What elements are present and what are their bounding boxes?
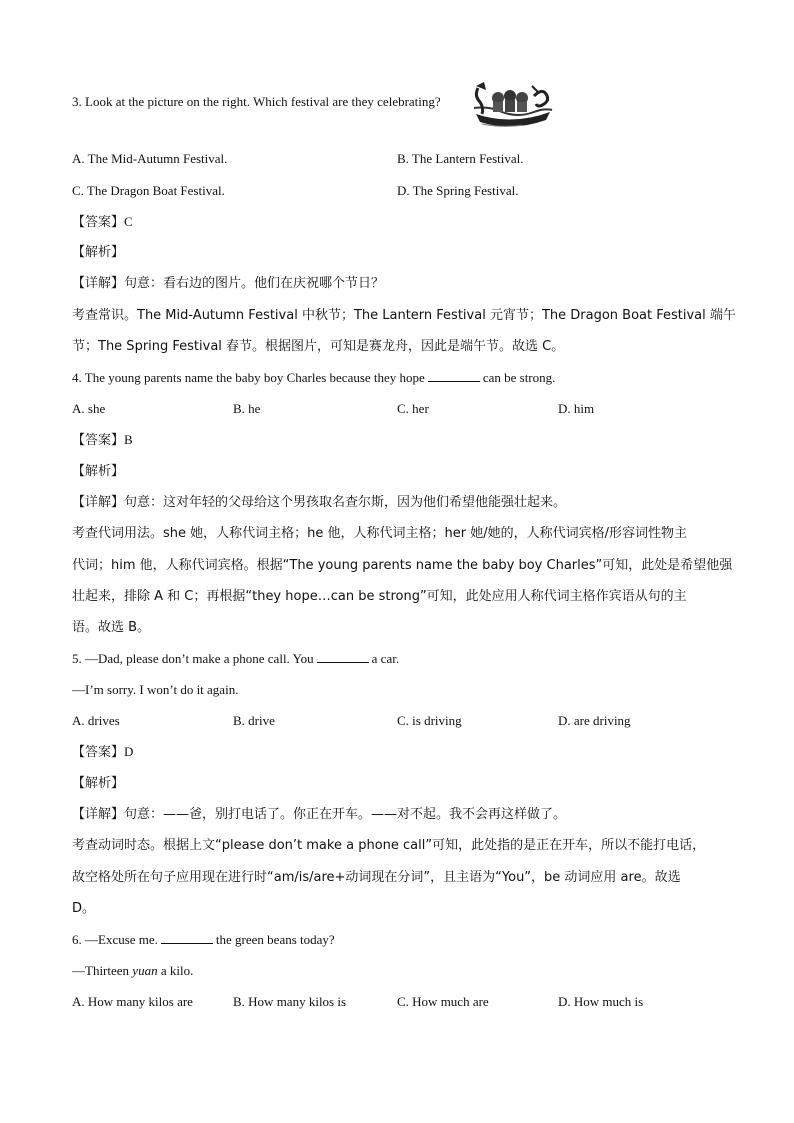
q5-option-d: D. are driving <box>558 713 631 728</box>
q4-detail-line-3: 代词；him 他，人称代词宾格。根据“The young parents name the baby boy Charles”可知，此处是希望他强 <box>72 558 733 573</box>
q4-analysis-tag: 【解析】 <box>72 464 125 479</box>
q6-reply <box>72 961 193 981</box>
q6-stem <box>72 930 335 950</box>
q5-stem <box>72 649 399 669</box>
q5-analysis-tag: 【解析】 <box>72 776 125 791</box>
q3-option-d: D. The Spring Festival. <box>397 183 519 198</box>
q3-answer <box>72 212 133 233</box>
dragon-boat-picture <box>472 78 554 130</box>
q4-option-a: A. she <box>72 401 106 416</box>
q4-detail-line-5: 语。故选 B。 <box>72 620 151 635</box>
q6-option-d: D. How much is <box>558 994 644 1009</box>
answer-tag: 【答案】 <box>72 215 125 230</box>
q5-detail-line-2: 考查动词时态。根据上文“please don’t make a phone call”可知，此处指的是正在开车，所以不能打电话， <box>72 838 706 853</box>
q5-answer <box>72 742 133 763</box>
q5-stem-tail: a car. <box>371 651 400 666</box>
q3-option-b: B. The Lantern Festival. <box>397 151 524 166</box>
q6-reply-tail: a kilo. <box>157 963 194 978</box>
q6-option-c: C. How much are <box>397 994 489 1009</box>
q4-blank <box>428 370 480 382</box>
q3-analysis-tag: 【解析】 <box>72 245 125 260</box>
q6-stem-text: 6. —Excuse me. <box>72 932 158 947</box>
answer-tag: 【答案】 <box>72 745 125 760</box>
answer-value: D <box>124 744 134 759</box>
q4-detail-line-1: 【详解】句意：这对年轻的父母给这个男孩取名查尔斯，因为他们希望他能强壮起来。 <box>72 495 567 510</box>
q4-option-b: B. he <box>233 401 261 416</box>
q4-option-d: D. him <box>558 401 595 416</box>
q4-detail-line-2: 考查代词用法。she 她，人称代词主格；he 他，人称代词主格；her 她/她的，人称代词宾格/形容词性物主 <box>72 526 687 541</box>
q3-detail-line-3: 节；The Spring Festival 春节。根据图片，可知是赛龙舟，因此是端午节。故选 C。 <box>72 339 565 354</box>
q5-detail-line-4: D。 <box>72 901 96 916</box>
q3-option-c: C. The Dragon Boat Festival. <box>72 183 225 198</box>
q5-option-c: C. is driving <box>397 713 462 728</box>
q6-reply-text: —Thirteen <box>72 963 133 978</box>
q5-detail-line-3: 故空格处所在句子应用现在进行时“am/is/are+动词现在分词”，且主语为“You”，be 动词应用 are。故选 <box>72 870 681 885</box>
answer-value: C <box>124 214 133 229</box>
q4-stem-tail: can be strong. <box>482 370 556 385</box>
q6-blank <box>161 932 213 944</box>
q3-stem: 3. Look at the picture on the right. Which festival are they celebrating? <box>72 94 441 109</box>
q6-option-b: B. How many kilos is <box>233 994 347 1009</box>
answer-tag: 【答案】 <box>72 433 125 448</box>
q6-stem-tail: the green beans today? <box>215 932 335 947</box>
q4-stem <box>72 368 555 388</box>
q4-option-c: C. her <box>397 401 429 416</box>
q3-option-a: A. The Mid-Autumn Festival. <box>72 151 228 166</box>
q5-option-b: B. drive <box>233 713 275 728</box>
q5-option-a: A. drives <box>72 713 120 728</box>
q5-blank <box>317 651 369 663</box>
q6-option-a: A. How many kilos are <box>72 994 193 1009</box>
q3-detail-line-2: 考查常识。The Mid-Autumn Festival 中秋节；The Lantern Festival 元宵节；The Dragon Boat Festival 端午 <box>72 308 736 323</box>
q5-detail-line-1: 【详解】句意：——爸，别打电话了。你正在开车。——对不起。我不会再这样做了。 <box>72 807 567 822</box>
q4-stem-text: 4. The young parents name the baby boy Charles because they hope <box>72 370 425 385</box>
q6-reply-yuan: yuan <box>132 963 158 978</box>
q4-answer <box>72 430 133 451</box>
q5-reply: —I’m sorry. I won’t do it again. <box>72 682 239 697</box>
q4-detail-line-4: 壮起来，排除 A 和 C；再根据“they hope…can be strong”可知，此处应用人称代词主格作宾语从句的主 <box>72 589 687 604</box>
q5-stem-text: 5. —Dad, please don’t make a phone call. You <box>72 651 314 666</box>
q3-detail-line-1: 【详解】句意：看右边的图片。他们在庆祝哪个节日？ <box>72 276 385 291</box>
answer-value: B <box>124 432 133 447</box>
